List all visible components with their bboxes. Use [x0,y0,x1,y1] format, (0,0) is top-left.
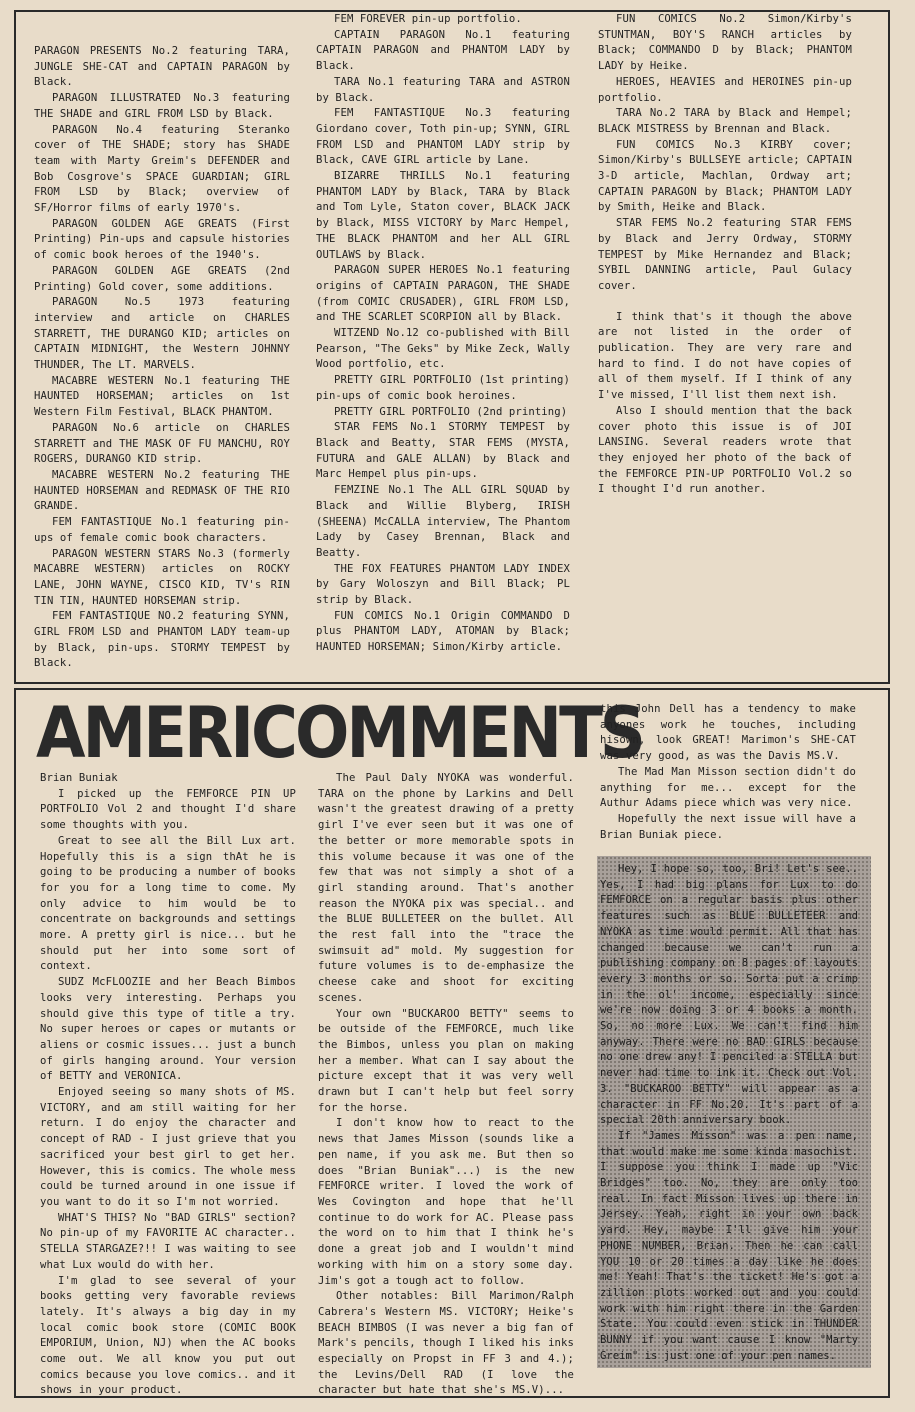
list-item: FUN COMICS No.2 Simon/Kirby's STUNTMAN, BOY'S RANCH articles by Black; COMMANDO D by Black; PHANTOM LADY by Heike. [598,13,852,73]
letter-paragraph: SUDZ McFLOOZIE and her Beach Bimbos looks very interesting. Perhaps you should give this type of title a try. No super heroes or capes or mutants or aliens or cosmic issues... just a bunch of girls hanging around. Your version of BETTY and VERONICA. [40,976,296,1083]
list-item: THE FOX FEATURES PHANTOM LADY INDEX by Gary Woloszyn and Bill Black; PL strip by Black. [316,562,570,607]
list-item: FEM FOREVER pin-up portfolio. [334,13,522,25]
letter-paragraph: Enjoyed seeing so many shots of MS. VICTORY, and am still waiting for her return. I do enjoy the character and concept of RAD - I just grieve that you sacrificed your best girl to get her. However, this is comics. The whole mess could be turned around in one issue if you want to do it so I'm not worried. [40,1086,296,1208]
list-item: STAR FEMS No.1 STORMY TEMPEST by Black and Beatty, STAR FEMS (MYSTA, FUTURA and GALE ALLAN) by Black and Marc Hempel plus pin-ups. [316,421,570,481]
letter-paragraph: Your own "BUCKAROO BETTY" seems to be outside of the FEMFORCE, much like the Bimbos, unless you plan on making her a member. What can I say about the picture except that it was very well drawn but I can't help but feel sorry for the horse. [318,1007,574,1114]
list-item: FUN COMICS No.1 Origin COMMANDO D plus PHANTOM LADY, ATOMAN by Black; HAUNTED HORSEMAN; Simon/Kirby article. [316,609,570,654]
list-item: PARAGON No.4 featuring Steranko cover of THE SHADE; story has SHADE team with Marty Greim's DEFENDER and Bob Cosgrove's SPACE GUARDIAN; GIRL FROM LSD by Black; overview of SF/Horror films of early 1970's. [34,123,290,215]
letter-paragraph: Great to see all the Bill Lux art. Hopefully this is a sign thAt he is going to be producing a number of books for you for a long time to come. My only advice to him would be to concentrate on backgrounds and settings more. A pretty girl is nice... but he should put her into some sort of context. [40,834,296,973]
list-item: WITZEND No.12 co-published with Bill Pearson, "The Geks" by Mike Zeck, Wally Wood portfolio, etc. [316,327,570,371]
letter-column-1 [40,771,296,1399]
list-item: CAPTAIN PARAGON No.1 featuring CAPTAIN PARAGON and PHANTOM LADY by Black. [316,28,570,73]
list-item: TARA No.1 featuring TARA and ASTRON by Black. [316,75,570,104]
list-item: STAR FEMS No.2 featuring STAR FEMS by Black and Jerry Ordway, STORMY TEMPEST by Mike Hernandez and Black; SYBIL DANNING article, Paul Gulacy cover. [598,217,852,292]
editor-reply [600,862,858,1365]
publication-list-column-2 [316,12,570,656]
list-item: FEM FANTASTIQUE NO.2 featuring SYNN, GIRL FROM LSD and PHANTOM LADY team-up by Black, pin-ups. STORMY TEMPEST by Black. [34,610,290,670]
letter-author: Brian Buniak [40,772,118,784]
list-item: PARAGON GOLDEN AGE GREATS (First Printing) Pin-ups and capsule histories of comic book heroes of the 1940's. [34,217,290,262]
list-item: PARAGON No.6 article on CHARLES STARRETT and THE MASK OF FU MANCHU, ROY ROGERS, DURANGO KID strip. [34,421,290,466]
list-item: PARAGON No.5 1973 featuring interview and article on CHARLES STARRETT, THE DURANGO KID; articles on CAPTAIN MIDNIGHT, the Western JOHNNY THUNDER, The LT. MARVELS. [34,296,290,372]
letter-paragraph: WHAT'S THIS? No "BAD GIRLS" section? No pin-up of my FAVORITE AC character.. STELLA STARGAZE?!! I was waiting to see what Lux would do with her. [40,1211,296,1271]
letter-paragraph: I'm glad to see several of your books getting very favorable reviews lately. It's always a big day in my local comic book store (COMIC BOOK EMPORIUM, Union, NJ) when the AC books come out. We all know you put out comics because you love comics.. and it shows in your product. [40,1274,296,1397]
list-item: PARAGON SUPER HEROES No.1 featuring origins of CAPTAIN PARAGON, THE SHADE (from COMIC CRUSADER), GIRL FROM LSD, and THE SCARLET SCORPION all by Black. [316,264,570,324]
list-item: PARAGON ILLUSTRATED No.3 featuring THE SHADE and GIRL FROM LSD by Black. [34,92,290,120]
reply-paragraph: If "James Misson" was a pen name, that would make me some kinda masochist. I suppose you think I made up "Vic Bridges" too. No, they are only too real. In fact Misson lives up there in Jersey. Yeah, right in your own back yard. Hey, maybe I'll give him your PHONE NUMBER, Brian. Then he can call YOU 10 or 20 times a day like he does me! Yeah! That's the ticket! He's got a zillion plots worked out and you could work with him right there in the Garden State. You could even stick in THUNDER BUNNY if you want cause I know "Marty Greim" is just one of your pen names. [600,1129,858,1362]
publication-list-column-3 [598,12,852,498]
list-item: MACABRE WESTERN No.2 featuring THE HAUNTED HORSEMAN and REDMASK OF THE RIO GRANDE. [34,468,290,513]
list-item: FEMZINE No.1 The ALL GIRL SQUAD by Black and Willie Blyberg, IRISH (SHEENA) McCALLA interview, The Phantom Lady by Casey Brennan, Black and Beatty. [316,484,570,559]
letter-paragraph: Hopefully the next issue will have a Brian Buniak piece. [600,812,856,841]
publication-list-column-1 [34,44,290,672]
americomments-masthead: AMERICOMMENTS [36,693,643,775]
letter-paragraph: this John Dell has a tendency to make anyones work he touches, including hisown, look GREAT! Marimon's SHE-CAT was very good, as was the Davis MS.V. [600,703,856,763]
editor-note: Also I should mention that the back cover photo this issue is of JOI LANSING. Several readers wrote that they enjoyed her photo of the back of the FEMFORCE PIN-UP PORTFOLIO Vol.2 so I thought I'd run another. [598,404,852,496]
list-item: FEM FANTASTIQUE No.1 featuring pin-ups of female comic book characters. [34,516,290,544]
letter-paragraph: The Paul Daly NYOKA was wonderful. TARA on the phone by Larkins and Dell wasn't the greatest drawing of a pretty girl I've ever seen but it was one of the better or more memorable spots in this volume because it was one of the few that was not simply a shot of a girl standing around. That's another reason the NYOKA pix was special.. and the BLUE BULLETEER on the bullet. All the rest fall into the "trace the swimsuit ad" mold. My suggestion for future volumes is to de-emphasize the cheese cake and shoot for exciting scenes. [318,772,574,1004]
letter-paragraph: I don't know how to react to the news that James Misson (sounds like a pen name, if you ask me. But then so does "Brian Buniak"...) is the new FEMFORCE writer. I loved the work of Wes Covington and hope that he'll continue to do work for AC. Please pass the word on to him that I think he's done a great job and I wouldn't mind working with him on a story some day. Jim's got a tough act to follow. [318,1117,574,1287]
letter-paragraph: I picked up the FEMFORCE PIN UP PORTFOLIO Vol 2 and thought I'd share some thoughts with you. [40,787,296,832]
letter-paragraph: The Mad Man Misson section didn't do anything for me... except for the Authur Adams piece which was very nice. [600,765,856,810]
list-item: TARA No.2 TARA by Black and Hempel; BLACK MISTRESS by Brennan and Black. [598,107,852,135]
list-item: BIZARRE THRILLS No.1 featuring PHANTOM LADY by Black, TARA by Black and Tom Lyle, Staton cover, BLACK JACK by Black, MISS VICTORY by Marc Hempel, THE BLACK PHANTOM and her ALL GIRL OUTLAWS by Black. [316,170,570,261]
list-item: HEROES, HEAVIES and HEROINES pin-up portfolio. [598,75,852,104]
editor-note: I think that's it though the above are not listed in the order of publication. They are very rare and hard to find. I do not have copies of all of them myself. If I think of any I've missed, I'll list them next ish. [598,310,852,402]
list-item: PARAGON GOLDEN AGE GREATS (2nd Printing) Gold cover, some additions. [34,264,290,293]
letter-column-3 [600,702,856,843]
list-item: PRETTY GIRL PORTFOLIO (1st printing) pin-ups of comic book heroines. [316,374,570,402]
list-item: PARAGON WESTERN STARS No.3 (formerly MACABRE WESTERN) articles on ROCKY LANE, JOHN WAYNE, CISCO KID, TV's RIN TIN TIN, HAUNTED HORSEMAN strip. [34,547,290,607]
letter-paragraph: Other notables: Bill Marimon/Ralph Cabrera's Western MS. VICTORY; Heike's BEACH BIMBOS (I was never a big fan of Mark's pencils, though I liked his inks especially on Propst in FF 3 and 4.); the Levins/Dell RAD (I love the character but hate that she's MS.V)... [318,1290,574,1397]
letter-column-2 [318,771,574,1399]
list-item: PRETTY GIRL PORTFOLIO (2nd printing) [334,405,568,418]
list-item: MACABRE WESTERN No.1 featuring THE HAUNTED HORSEMAN; articles on 1st Western Film Festival, BLACK PHANTOM. [34,374,290,419]
list-item: FUN COMICS No.3 KIRBY cover; Simon/Kirby's BULLSEYE article; CAPTAIN 3-D article, Machlan, Ordway art; CAPTAIN PARAGON by Black; PHANTOM LADY by Smith, Heike and Black. [598,138,852,214]
list-item: FEM FANTASTIQUE No.3 featuring Giordano cover, Toth pin-up; SYNN, GIRL FROM LSD and PHANTOM LADY strip by Black, CAVE GIRL article by Lane. [316,107,570,167]
list-item: PARAGON PRESENTS No.2 featuring TARA, JUNGLE SHE-CAT and CAPTAIN PARAGON by Black. [34,45,290,89]
reply-paragraph: Hey, I hope so, too, Bri! Let's see.. Yes, I had big plans for Lux to do FEMFORCE on a regular basis plus other features such as BLUE BULLETEER and NYOKA as time would permit. All that has changed because we can't run a publishing company on 8 pages of layouts every 3 months or so. Sorta put a crimp in the ol' income, especially since we're now doing 3 or 4 books a month. So, no more Lux. We can't find him anyway. There were no BAD GIRLS because no one drew any! I penciled a STELLA but never had time to ink it. Check out Vol. 3. "BUCKAROO BETTY" will appear as a character in FF No.20. It's part of a special 20th anniversary book. [600,863,858,1127]
